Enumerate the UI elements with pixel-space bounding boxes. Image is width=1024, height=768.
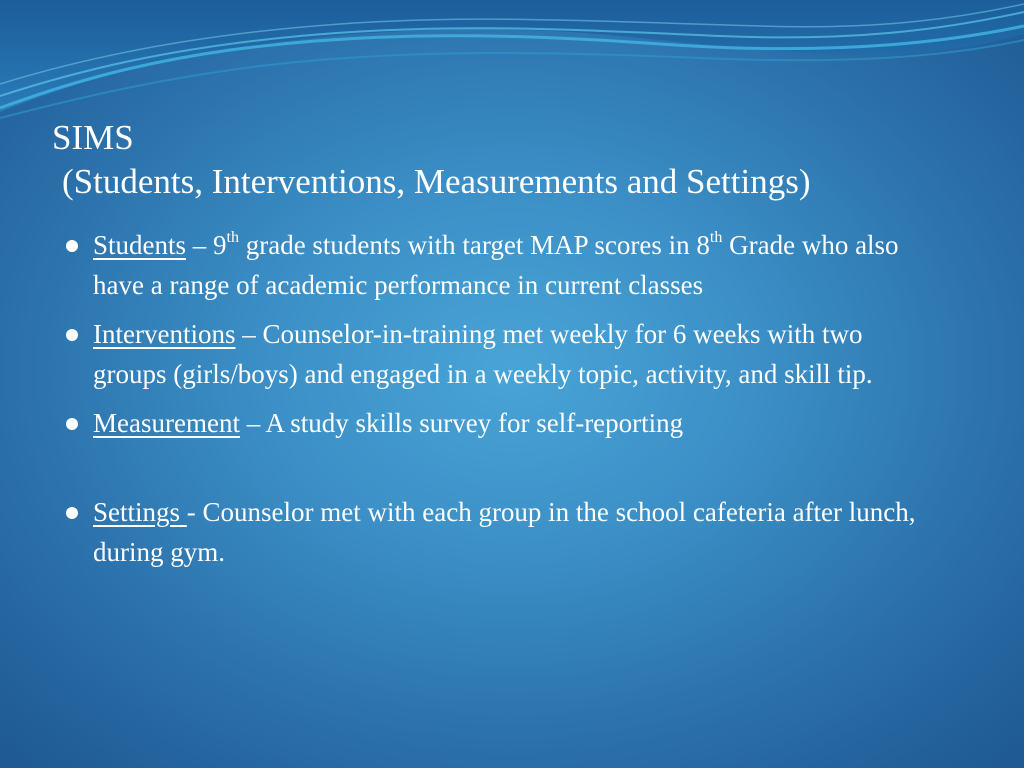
slide-title xyxy=(52,116,992,204)
students-mid: grade students with target MAP scores in 8 xyxy=(238,230,710,260)
measurement-text: – A study skills survey for self-reporting xyxy=(239,408,684,438)
settings-text: - Counselor met with each group in the school cafeteria after lunch, during gym. xyxy=(93,497,916,567)
bullet-list xyxy=(62,225,942,581)
title-line-2: (Students, Interventions, Measurements and Settings) xyxy=(62,162,811,201)
wave-decoration xyxy=(0,0,1024,130)
bullet-students xyxy=(62,225,942,305)
title-line-1: SIMS xyxy=(52,118,134,157)
bullet-interventions xyxy=(62,314,942,394)
term-measurement: Measurement xyxy=(93,408,240,438)
interventions-text: – Counselor-in-training met weekly for 6 weeks with two groups (girls/boys) and engaged in a weekly topic, activity, and skill tip. xyxy=(93,319,873,389)
students-sep: – 9 xyxy=(186,230,227,260)
students-sup-1: th xyxy=(226,229,239,246)
bullet-dot-icon xyxy=(66,329,78,341)
bullet-measurement xyxy=(62,403,942,443)
students-sup-2: th xyxy=(709,229,723,246)
term-settings: Settings xyxy=(93,497,187,527)
students-rest: Grade who also have a range of academic performance in current classes xyxy=(93,230,899,300)
term-interventions: Interventions xyxy=(93,319,236,349)
bullet-settings xyxy=(62,492,942,572)
bullet-dot-icon xyxy=(66,507,78,519)
bullet-dot-icon xyxy=(66,418,78,430)
bullet-dot-icon xyxy=(66,240,78,252)
term-students: Students xyxy=(93,230,187,260)
